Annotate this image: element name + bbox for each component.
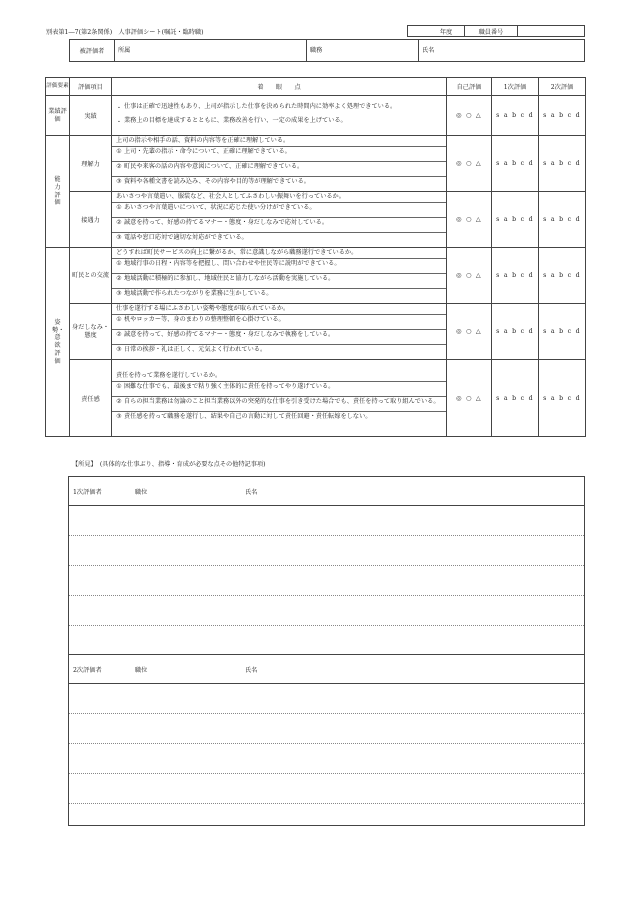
criterion-heading: 責任を持って業務を遂行しているか。: [112, 371, 446, 382]
item-name: 理解力: [70, 136, 112, 192]
first-rating[interactable]: s a b c d: [492, 192, 539, 248]
criterion: ・ 業務上の目標を達成するとともに、業務改善を行い、一定の成果を上げている。: [115, 116, 347, 126]
self-rating[interactable]: ◎ ○ △: [447, 136, 492, 192]
criterion: ① 困難な仕事でも、最後まで粘り強く主体的に責任を持ってやり遂げている。: [116, 382, 335, 390]
second-comment-line[interactable]: [69, 714, 584, 744]
position-cell[interactable]: 職務: [307, 40, 419, 62]
criterion-heading: 仕事を遂行する場にふさわしい姿勢や態度が取られているか。: [112, 304, 446, 315]
criterion: ② 地域活動に積極的に参加し、地域住民と協力しながら活動を実施している。: [112, 273, 446, 288]
self-rating[interactable]: ◎ ○ △: [447, 96, 492, 136]
first-rating[interactable]: s a b c d: [492, 136, 539, 192]
points-cell: [112, 96, 447, 136]
table-row: [46, 96, 586, 136]
first-comment-line[interactable]: [69, 626, 584, 655]
criterion: ③ 地域活動で作られたつながりを業務に生かしている。: [112, 288, 446, 303]
category-performance: 業績評価: [46, 96, 70, 136]
second-rating[interactable]: s a b c d: [539, 360, 586, 437]
col-item: 評価項目: [70, 78, 112, 96]
first-rating[interactable]: s a b c d: [492, 96, 539, 136]
criterion: ② 自らの担当業務は勿論のこと担当業務以外の突発的な仕事を引き受けた場合でも、責任を持って取り組んでいる。: [112, 396, 446, 411]
criterion-heading: 上司の指示や相手の話、資料の内容等を正確に理解している。: [112, 136, 446, 147]
second-comment-line[interactable]: [69, 804, 584, 830]
second-evaluator-label: 2次評価者: [73, 666, 102, 674]
criterion: ③ 資料や各種文書を読み込み、その内容や目的等が理解できている。: [112, 176, 446, 191]
table-row: [46, 360, 586, 437]
first-evaluator-label: 1次評価者: [73, 488, 102, 496]
criterion: ③ 電話や窓口応対で適切な対応ができている。: [112, 232, 446, 247]
table-row: [46, 136, 586, 192]
col-first: 1次評価: [492, 78, 539, 96]
criterion: ③ 責任感を持って職務を遂行し、結果や自己の言動に対して責任回避・責任転嫁をしない。: [112, 411, 446, 426]
first-name-label: 氏名: [245, 488, 258, 496]
second-rating[interactable]: s a b c d: [539, 248, 586, 304]
item-name: 実績: [70, 96, 112, 136]
item-name: 接遇力: [70, 192, 112, 248]
item-name: 責任感: [70, 360, 112, 437]
criterion: ① 地域行事の日程・内容等を把握し、問い合わせや住民等に説明ができている。: [116, 260, 341, 268]
first-evaluator-header: [69, 477, 584, 506]
second-name-label: 氏名: [245, 666, 258, 674]
employee-no-label: 職員番号: [465, 26, 518, 37]
self-rating[interactable]: ◎ ○ △: [447, 192, 492, 248]
table-header-row: [46, 78, 586, 96]
evaluatee-box: [69, 39, 585, 62]
criterion: ② 誠意を持って、好感の持てるマナー・態度・身だしなみで執務をしている。: [112, 329, 446, 344]
item-name: 町民との交流: [70, 248, 112, 304]
criterion: ② 誠意を持って、好感の持てるマナー・態度・身だしなみで応対している。: [112, 217, 446, 232]
first-rating[interactable]: s a b c d: [492, 304, 539, 360]
first-comment-line[interactable]: [69, 596, 584, 626]
criterion-heading: どうすれば町民サービスの向上に繋がるか、常に意識しながら職務遂行できているか。: [112, 248, 446, 259]
criterion: ② 町民や来客の話の内容や意図について、正確に理解できている。: [112, 161, 446, 176]
criterion-heading: あいさつや言葉遣い、服装など、社会人としてふさわしい振舞いを行っているか。: [112, 192, 446, 203]
self-rating[interactable]: ◎ ○ △: [447, 304, 492, 360]
col-category: 評価要素: [46, 78, 70, 96]
first-comment-line[interactable]: [69, 566, 584, 596]
evaluatee-label: 被評価者: [70, 40, 115, 62]
employee-no-value[interactable]: [518, 26, 585, 37]
second-comment-line[interactable]: [69, 774, 584, 804]
second-evaluator-header: [69, 655, 584, 684]
item-name: 身だしなみ・態度: [70, 304, 112, 360]
second-comment-line[interactable]: [69, 744, 584, 774]
remarks-title: 【所見】 (具体的な仕事ぶり、指導・育成が必要な点その他特記事項): [72, 461, 266, 468]
first-rating[interactable]: s a b c d: [492, 248, 539, 304]
points-cell: [112, 136, 447, 192]
col-second: 2次評価: [539, 78, 586, 96]
points-cell: [112, 248, 447, 304]
col-points: 着 眼 点: [112, 78, 447, 96]
criterion: ① あいさつや言葉遣いについて、状況に応じた使い分けができている。: [116, 204, 316, 212]
remarks-box: [68, 476, 585, 826]
self-rating[interactable]: ◎ ○ △: [447, 360, 492, 437]
second-rating[interactable]: s a b c d: [539, 136, 586, 192]
criterion: ① 机やロッカー等、身のまわりの整理整頓を心掛けている。: [116, 316, 285, 324]
category-attitude: 姿勢・意欲評価: [46, 248, 70, 437]
year-id-box: [407, 25, 585, 37]
second-post-label: 職位: [135, 666, 148, 674]
points-cell: [112, 304, 447, 360]
points-cell: [112, 360, 447, 437]
affiliation-cell[interactable]: 所属: [115, 40, 307, 62]
second-comment-line[interactable]: [69, 684, 584, 714]
evaluation-table: [45, 77, 586, 437]
table-row: [46, 192, 586, 248]
table-row: [46, 304, 586, 360]
first-comment-line[interactable]: [69, 506, 584, 536]
criterion: ・ 仕事は正確で迅速性もあり、上司が指示した仕事を決められた時間内に効率よく処理できている。: [115, 102, 397, 112]
year-label-cell: 年度: [408, 26, 465, 37]
form-title: 別表第1―7(第2条関係) 人事評価シート(嘱託・臨時職): [46, 29, 204, 36]
second-rating[interactable]: s a b c d: [539, 192, 586, 248]
first-comment-line[interactable]: [69, 536, 584, 566]
first-post-label: 職位: [135, 488, 148, 496]
category-ability: 能力評価: [46, 136, 70, 248]
name-cell[interactable]: 氏名: [419, 40, 585, 62]
points-cell: [112, 192, 447, 248]
second-rating[interactable]: s a b c d: [539, 304, 586, 360]
self-rating[interactable]: ◎ ○ △: [447, 248, 492, 304]
criterion: ① 上司・先輩の指示・命令について、正確に理解できている。: [116, 148, 291, 156]
col-self: 自己評価: [447, 78, 492, 96]
criterion: ③ 日常の挨拶・礼は正しく、元気よく行われている。: [112, 344, 446, 359]
second-rating[interactable]: s a b c d: [539, 96, 586, 136]
first-rating[interactable]: s a b c d: [492, 360, 539, 437]
table-row: [46, 248, 586, 304]
